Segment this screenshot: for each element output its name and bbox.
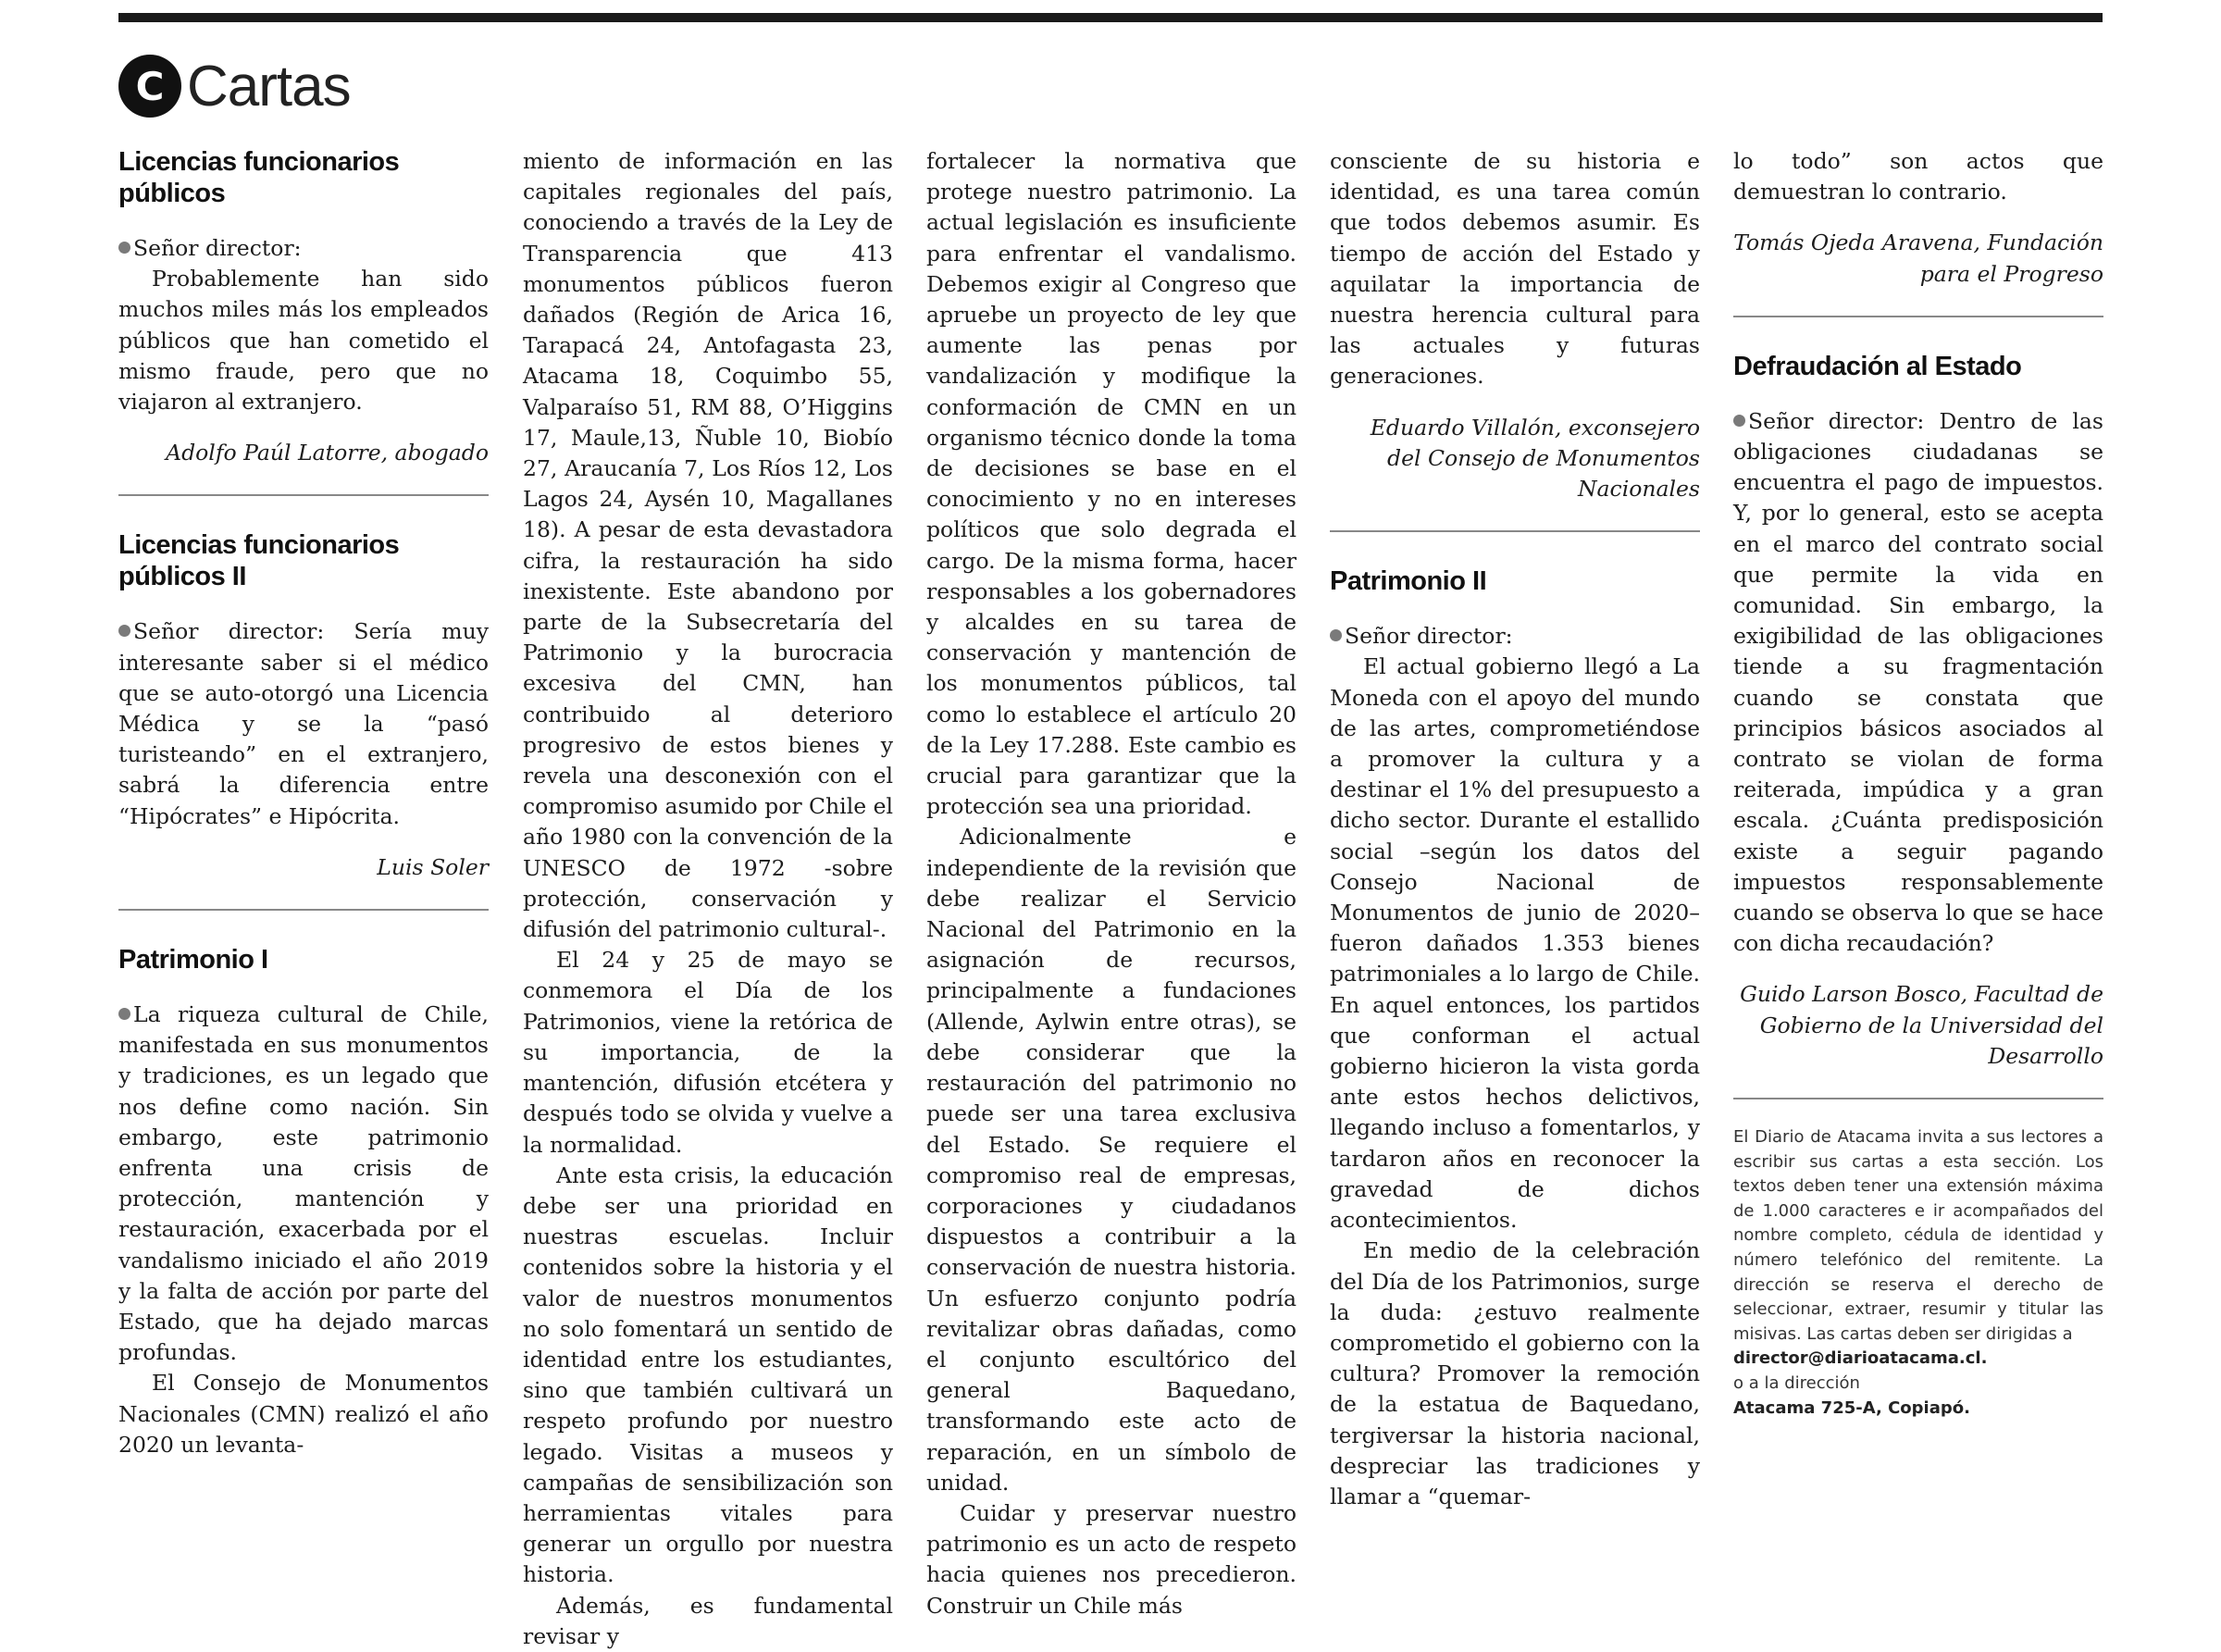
column-4: [1330, 146, 1700, 1509]
letter2-body: Señor director: Sería muy interesante saber si el médico que se auto-otorgó una Licencia Médica y se la “pasó turisteando” en el extranjero, sabrá la diferencia entre “Hipócrates” e Hipócrita.: [118, 618, 489, 829]
top-rule: [118, 13, 2103, 22]
divider: [118, 494, 489, 496]
column-1: [118, 146, 489, 1458]
letter3-paragraph: miento de información en las capitales regionales del país, conociendo a través de la Ley de Transparencia que 413 monumentos públicos fueron dañados (Región de Arica 16, Tarapacá 24, Antofagasta 23, Atacama 18, Coquimbo 55, Valparaíso 51, RM 88, O’Higgins 17, Maule,13, Ñuble 10, Biobío 27, Araucanía 7, Los Ríos 12, Los Lagos 24, Aysén 10, Magallanes 18). A pesar de esta devastadora cifra, la restauración ha sido inexistente. Este abandono por parte de la Subsecretaría del Patrimonio y la burocracia excesiva del CMN, han contribuido al deterioro progresivo de estos bienes y revela una desconexión con el compromiso asumido por Chile el año 1980 con la convención de la UNESCO de 1972 -sobre protección, conservación y difusión del patrimonio cultural-.: [523, 148, 894, 943]
letter3-paragraph: consciente de su historia e identidad, es una tarea común que todos debemos asumir. Es tiempo de acción del Estado y aquilatar la importancia de nuestra herencia cultural para las actuales y futuras generaciones.: [1330, 148, 1700, 390]
notice-text: El Diario de Atacama invita a sus lectores a escribir sus cartas a esta sección. Los textos deben tener una extensión máxima de 1.000 caracteres e ir acompañados del nombre completo, cédula de identidad y número telefónico del remitente. La dirección se reserva el derecho de seleccionar, extraer, resumir y titular las misivas. Las cartas deben ser dirigidas a: [1733, 1127, 2103, 1344]
letter1-headline: Licencias funcionarios públicos: [118, 147, 400, 208]
letter1-body: Probablemente han sido muchos miles más los empleados públicos que han cometido el mismo fraude, pero que no viajaron al extranjero.: [118, 266, 489, 416]
bullet-icon: [118, 1008, 130, 1020]
letter5-body: Señor director: Dentro de las obligaciones ciudadanas se encuentra el pago de impuestos. Y, por lo general, esto se acepta en el marco del contrato social que permite la vida en comunidad. Sin embargo, la exigibilidad de las obligaciones tiende a su fragmentación cuando se constata que principios básicos asociados al contrato se violan de forma reiterada, impúdica y a gran escala. ¿Cuánta predisposición existe a seguir pagando impuestos responsablemente cuando se observa lo que se hace con dicha recaudación?: [1733, 407, 2103, 957]
section-title: Cartas: [187, 54, 351, 118]
notice-address: Atacama 725-A, Copiapó.: [1733, 1397, 1970, 1418]
bullet-icon: [118, 625, 130, 637]
letter3-paragraph: Adicionalmente e independiente de la revisión que debe realizar el Servicio Nacional del Patrimonio en la asignación de recursos, principalmente a fundaciones (Allende, Aylwin entre otras), se debe considerar que la restauración del patrimonio no puede ser una tarea exclusiva del Estado. Se requiere el compromiso real de empresas, corporaciones y ciudadanos dispuestos a contribuir a la conservación de nuestra historia. Un esfuerzo conjunto podría revitalizar obras dañadas, como el conjunto escultórico del general Baquedano, transformando este acto de reparación, en un símbolo de unidad.: [926, 824, 1297, 1496]
letter2-signature: Luis Soler: [377, 853, 489, 880]
letter3-signature: Eduardo Villalón, exconsejero del Consejo de Monumentos Nacionales: [1370, 414, 1700, 503]
letter4-paragraph: lo todo” son actos que demuestran lo contrario.: [1733, 148, 2103, 205]
column-2: [523, 146, 894, 1649]
letter4-signature: Tomás Ojeda Aravena, Fundación para el Progreso: [1733, 230, 2103, 287]
letter1-signature: Adolfo Paúl Latorre, abogado: [166, 440, 489, 466]
letter3-paragraph: Cuidar y preservar nuestro patrimonio es un acto de respeto hacia quienes nos precedieron. Construir un Chile más: [926, 1499, 1297, 1619]
submission-notice: [1733, 1125, 2103, 1421]
letter3-paragraph: La riqueza cultural de Chile, manifestada en sus monumentos y tradiciones, es un legado que nos define como nación. Sin embargo, este patrimonio enfrenta una crisis de protección, mantención y restauración, exacerbada por el vandalismo iniciado el año 2019 y la falta de acción por parte del Estado, que ha dejado marcas profundas.: [118, 1001, 489, 1366]
letter2-headline: Licencias funcionarios públicos II: [118, 530, 400, 592]
letter4-headline: Patrimonio II: [1330, 566, 1487, 597]
bullet-icon: [1733, 415, 1745, 427]
divider: [1733, 316, 2103, 317]
letter3-headline: Patrimonio I: [118, 945, 268, 975]
section-header: [118, 54, 351, 118]
letter3-paragraph: fortalecer la normativa que protege nuestro patrimonio. La actual legislación es insuficiente para enfrentar el vandalismo. Debemos exigir al Congreso que apruebe un proyecto de ley que aumente las penas por vandalización y modifique la conformación de CMN en un organismo técnico donde la toma de decisiones se base en el conocimiento y no en intereses políticos que solo degrada el cargo. De la misma forma, hacer responsables a los gobernadores y alcaldes en su tarea de conservación y mantención de los monumentos públicos, tal como lo establece el artículo 20 de la Ley 17.288. Este cambio es crucial para garantizar que la protección sea una prioridad.: [926, 148, 1297, 820]
letter3-paragraph: Ante esta crisis, la educación debe ser una prioridad en nuestras escuelas. Incluir contenidos sobre la historia y el valor de nuestros monumentos no solo fomentará un sentido de identidad entre los estudiantes, sino que también cultivará un respeto profundo por nuestro legado. Visitas a museos y campañas de sensibilización son herramientas vitales para generar un orgullo por nuestra historia.: [523, 1161, 893, 1588]
divider: [1733, 1098, 2103, 1099]
letter3-paragraph: El 24 y 25 de mayo se conmemora el Día de los Patrimonios, viene la retórica de su importancia, de la mantención, difusión etcétera y después todo se olvida y vuelve a la normalidad.: [523, 947, 893, 1158]
notice-or: o a la dirección: [1733, 1373, 1860, 1394]
letter3-paragraph: El Consejo de Monumentos Nacionales (CMN) realizó el año 2020 un levanta-: [118, 1370, 489, 1458]
letter4-paragraph: El actual gobierno llegó a La Moneda con el apoyo del mundo de las artes, comprometiéndose a promover la cultura y a destinar el 1% del presupuesto a dicho sector. Durante el estallido social –según los datos del Consejo Nacional de Monumentos de junio de 2020– fueron dañados 1.353 bienes patrimoniales a lo largo de Chile. En aquel entonces, los partidos que conforman el actual gobierno hicieron la vista gorda ante estos hechos delictivos, llegando incluso a fomentarlos, y tardaron años en reconocer la gravedad de dichos acontecimientos.: [1330, 653, 1700, 1234]
bullet-icon: [1330, 629, 1342, 641]
letter4-salutation: Señor director:: [1330, 621, 1700, 652]
notice-email: director@diarioatacama.cl.: [1733, 1348, 1988, 1369]
bullet-icon: [118, 242, 130, 254]
section-logo: C: [118, 55, 181, 118]
letter5-headline: Defraudación al Estado: [1733, 351, 2022, 381]
letter3-paragraph: Además, es fundamental revisar y: [523, 1592, 893, 1649]
letter5-signature: Guido Larson Bosco, Facultad de Gobierno de la Universidad del Desarrollo: [1740, 981, 2103, 1069]
column-5: [1733, 146, 2103, 1418]
divider: [118, 909, 489, 911]
divider: [1330, 530, 1700, 532]
letter1-salutation: Señor director:: [118, 233, 489, 264]
letter4-paragraph: En medio de la celebración del Día de los Patrimonios, surge la duda: ¿estuvo realmente comprometido el gobierno con la cultura? Promover la remoción de la estatua de Baquedano, tergiversar la historia nacional, despreciar las tradiciones y llamar a “quemar-: [1330, 1237, 1700, 1509]
column-3: [926, 146, 1297, 1619]
